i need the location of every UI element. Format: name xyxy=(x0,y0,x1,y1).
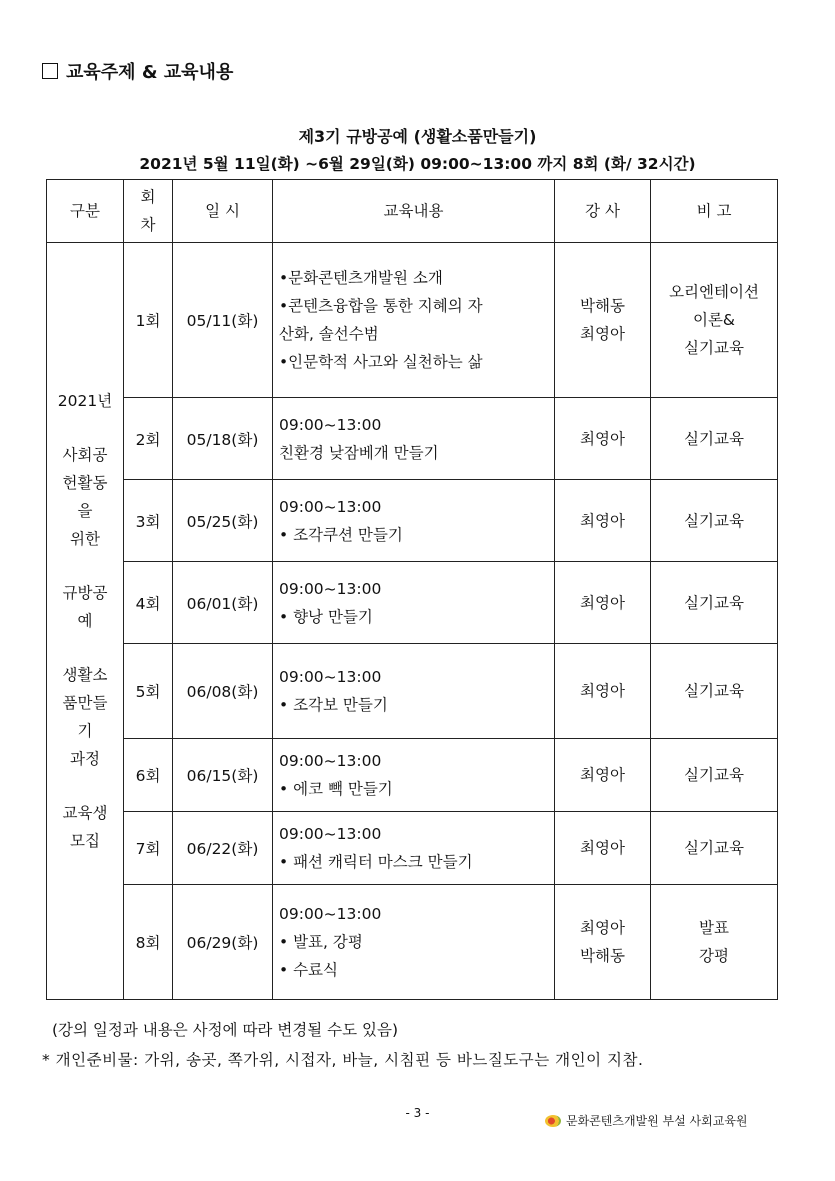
course-period: 2021년 5월 11일(화) ~6월 29일(화) 09:00~13:00 까지 8회 (화/ 32시간) xyxy=(139,155,696,173)
table-row xyxy=(47,812,778,885)
content-line: 09:00~13:00 xyxy=(279,905,382,923)
category-block xyxy=(47,387,123,415)
table-row xyxy=(47,562,778,644)
header-content: 교육내용 xyxy=(273,180,555,243)
instructor-cell xyxy=(555,885,651,1000)
square-bullet-icon xyxy=(42,63,58,79)
instructor-name: 최영아 xyxy=(580,839,625,857)
category-line: 모집 xyxy=(70,832,100,850)
table-row xyxy=(47,480,778,562)
content-cell xyxy=(273,243,555,398)
session-cell: 2회 xyxy=(124,398,173,480)
content-line: • 조각쿠션 만들기 xyxy=(279,525,403,544)
content-line: •문화콘텐츠개발원 소개 xyxy=(279,269,443,287)
header-session: 회 차 xyxy=(124,180,173,243)
content-line: • 조각보 만들기 xyxy=(279,696,388,714)
session-cell: 7회 xyxy=(124,812,173,885)
instructor-name: 박해동 xyxy=(580,947,625,965)
content-cell xyxy=(273,885,555,1000)
category-block xyxy=(47,579,123,635)
section-heading-text: 교육주제 & 교육내용 xyxy=(66,62,234,83)
footer-organization xyxy=(545,1112,748,1129)
date-cell: 06/29(화) xyxy=(173,885,273,1000)
remarks-line: 실기교육 xyxy=(684,766,744,784)
table-row xyxy=(47,398,778,480)
instructor-name: 최영아 xyxy=(580,682,625,700)
content-cell xyxy=(273,644,555,739)
instructor-name: 최영아 xyxy=(580,325,625,343)
table-row xyxy=(47,243,778,398)
org-logo-icon xyxy=(545,1115,561,1127)
category-cell xyxy=(47,243,124,1000)
session-cell: 3회 xyxy=(124,480,173,562)
session-cell: 6회 xyxy=(124,739,173,812)
category-line: 을 xyxy=(77,502,93,520)
category-line: 품만들 xyxy=(62,694,108,712)
category-line: 2021년 xyxy=(57,392,113,410)
content-line: •콘텐츠융합을 통한 지혜의 자 xyxy=(279,297,483,315)
category-block xyxy=(47,441,123,553)
remarks-cell xyxy=(651,739,778,812)
session-cell: 1회 xyxy=(124,243,173,398)
remarks-line: 발표 xyxy=(699,919,729,937)
header-remarks: 비 고 xyxy=(651,180,778,243)
content-line: 09:00~13:00 xyxy=(279,579,382,598)
session-cell: 8회 xyxy=(124,885,173,1000)
category-block xyxy=(47,661,123,773)
date-cell: 06/08(화) xyxy=(173,644,273,739)
content-line: 09:00~13:00 xyxy=(279,497,382,516)
content-cell xyxy=(273,562,555,644)
content-line: • 패션 캐릭터 마스크 만들기 xyxy=(279,853,473,871)
date-cell: 05/11(화) xyxy=(173,243,273,398)
supplies-note: * 개인준비물: 가위, 송곳, 쪽가위, 시접자, 바늘, 시침핀 등 바느질도구는 개인이 지참. xyxy=(42,1051,644,1069)
session-cell: 4회 xyxy=(124,562,173,644)
remarks-cell xyxy=(651,562,778,644)
category-line: 교육생 xyxy=(62,804,108,822)
remarks-cell xyxy=(651,885,778,1000)
content-line: 09:00~13:00 xyxy=(279,415,382,434)
schedule-table xyxy=(46,179,778,1000)
instructor-name: 최영아 xyxy=(580,919,625,937)
content-line: 친환경 낮잠베개 만들기 xyxy=(279,443,439,462)
section-heading xyxy=(42,58,233,84)
category-line: 규방공 xyxy=(62,584,108,602)
remarks-line: 실기교육 xyxy=(684,339,744,357)
session-cell: 5회 xyxy=(124,644,173,739)
instructor-cell xyxy=(555,480,651,562)
remarks-line: 이론& xyxy=(692,311,736,329)
content-cell xyxy=(273,480,555,562)
date-cell: 05/18(화) xyxy=(173,398,273,480)
category-line: 예 xyxy=(77,612,93,630)
category-line: 생활소 xyxy=(62,666,108,684)
instructor-name: 박해동 xyxy=(580,297,625,315)
instructor-cell xyxy=(555,644,651,739)
content-line: 09:00~13:00 xyxy=(279,668,382,686)
instructor-name: 최영아 xyxy=(580,593,625,612)
page-number: - 3 - xyxy=(405,1106,430,1120)
instructor-cell xyxy=(555,243,651,398)
content-line: • 수료식 xyxy=(279,961,338,979)
remarks-cell xyxy=(651,812,778,885)
category-line: 사회공 xyxy=(62,446,108,464)
instructor-cell xyxy=(555,812,651,885)
remarks-cell xyxy=(651,480,778,562)
table-row xyxy=(47,885,778,1000)
footer-org-name: 문화콘텐츠개발원 부설 사회교육원 xyxy=(566,1114,748,1128)
content-line: 09:00~13:00 xyxy=(279,825,382,843)
header-date: 일 시 xyxy=(173,180,273,243)
content-cell xyxy=(273,398,555,480)
content-line: • 발표, 강평 xyxy=(279,933,363,951)
category-line: 헌활동 xyxy=(62,474,108,492)
instructor-cell xyxy=(555,739,651,812)
remarks-line: 실기교육 xyxy=(684,593,744,612)
category-line: 과정 xyxy=(70,750,100,768)
date-cell: 06/01(화) xyxy=(173,562,273,644)
instructor-name: 최영아 xyxy=(580,429,625,448)
date-cell: 05/25(화) xyxy=(173,480,273,562)
content-line: • 에코 빽 만들기 xyxy=(279,780,393,798)
remarks-line: 실기교육 xyxy=(684,511,744,530)
instructor-name: 최영아 xyxy=(580,511,625,530)
table-row xyxy=(47,739,778,812)
schedule-change-note: (강의 일정과 내용은 사정에 따라 변경될 수도 있음) xyxy=(52,1021,399,1039)
category-block xyxy=(47,799,123,855)
remarks-line: 오리엔테이션 xyxy=(669,283,759,301)
category-line: 위한 xyxy=(70,530,100,548)
header-instructor: 강 사 xyxy=(555,180,651,243)
table-row xyxy=(47,644,778,739)
instructor-name: 최영아 xyxy=(580,766,625,784)
content-line: •인문학적 사고와 실천하는 삶 xyxy=(279,353,483,371)
date-cell: 06/22(화) xyxy=(173,812,273,885)
table-header-row xyxy=(47,180,778,243)
date-cell: 06/15(화) xyxy=(173,739,273,812)
remarks-cell xyxy=(651,398,778,480)
content-line: • 향낭 만들기 xyxy=(279,607,373,626)
instructor-cell xyxy=(555,562,651,644)
remarks-line: 실기교육 xyxy=(684,429,744,448)
content-cell xyxy=(273,812,555,885)
content-cell xyxy=(273,739,555,812)
remarks-cell xyxy=(651,644,778,739)
remarks-cell xyxy=(651,243,778,398)
category-line: 기 xyxy=(77,722,93,740)
header-category: 구분 xyxy=(47,180,124,243)
course-title: 제3기 규방공예 (생활소품만들기) xyxy=(298,127,537,146)
remarks-line: 실기교육 xyxy=(684,682,744,700)
remarks-line: 실기교육 xyxy=(684,839,744,857)
remarks-line: 강평 xyxy=(699,947,729,965)
instructor-cell xyxy=(555,398,651,480)
content-line: 09:00~13:00 xyxy=(279,752,382,770)
content-line: 산화, 솔선수범 xyxy=(279,325,379,343)
